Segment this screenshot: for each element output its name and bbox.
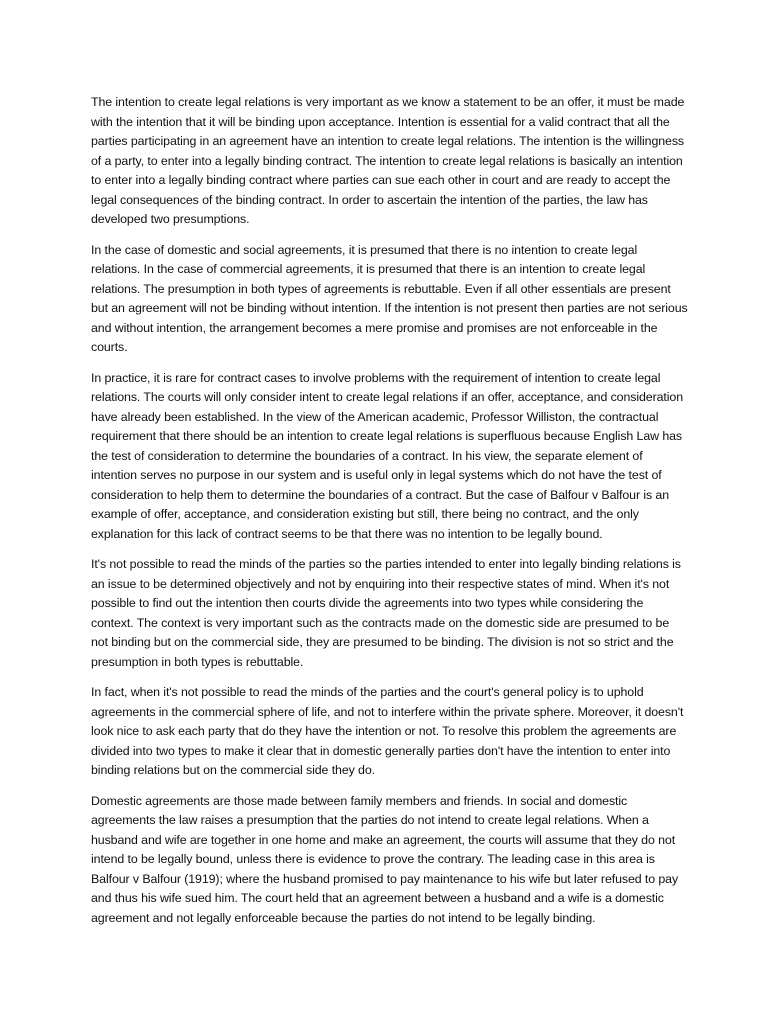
paragraph-court-policy: In fact, when it's not possible to read the minds of the parties and the court's general policy is to uphold agreements in the commercial sphere of life, and not to interfere within the private sphere. Moreover, it doesn't look nice to ask each party that do they have the intention or not. To resolve this problem the agreements are divided into two types to make it clear that in domestic generally parties don't have the intention to enter into binding relations but on the commercial side they do. xyxy=(91,685,684,777)
paragraph-objective-test: It's not possible to read the minds of the parties so the parties intended to enter into legally binding relations is an issue to be determined objectively and not by enquiring into their respective states of mind. When it's not possible to find out the intention then courts divide the agreements into two types while considering the context. The context is very important such as the contracts made on the domestic side are presumed to be not binding but on the commercial side, they are presumed to be binding. The division is not so strict and the presumption in both types is rebuttable. xyxy=(91,557,681,669)
document-body xyxy=(91,93,689,939)
paragraph-domestic-agreements: Domestic agreements are those made between family members and friends. In social and domestic agreements the law raises a presumption that the parties do not intend to create legal relations. When a husband and wife are together in one home and make an agreement, the courts will assume that they do not intend to be legally bound, unless there is evidence to prove the contrary. The leading case in this area is Balfour v Balfour (1919); where the husband promised to pay maintenance to his wife but later refused to pay and thus his wife sued him. The court held that an agreement between a husband and a wife is a domestic agreement and not legally enforceable because the parties do not intend to be legally binding. xyxy=(91,793,679,925)
paragraph-presumptions: In the case of domestic and social agreements, it is presumed that there is no intention to create legal relations. In the case of commercial agreements, it is presumed that there is an intention to create legal relations. The presumption in both types of agreements is rebuttable. Even if all other essentials are present but an agreement will not be binding without intention. If the intention is not present then parties are not serious and without intention, the arrangement becomes a mere promise and promises are not enforceable in the courts. xyxy=(91,242,688,354)
paragraph-williston-view: In practice, it is rare for contract cases to involve problems with the requirement of intention to create legal relations. The courts will only consider intent to create legal relations if an offer, acceptance, and consideration have already been established. In the view of the American academic, Professor Williston, the contractual requirement that there should be an intention to create legal relations is superfluous because English Law has the test of consideration to determine the boundaries of a contract. In his view, the separate element of intention serves no purpose in our system and is useful only in legal systems which do not have the test of consideration to help them to determine the boundaries of a contract. But the case of Balfour v Balfour is an example of offer, acceptance, and consideration existing but still, there being no contract, and the only explanation for this lack of contract seems to be that there was no intention to be legally bound. xyxy=(91,370,683,541)
paragraph-intention-overview: The intention to create legal relations is very important as we know a statement to be an offer, it must be made with the intention that it will be binding upon acceptance. Intention is essential for a valid contract that all the parties participating in an agreement have an intention to create legal relations. The intention is the willingness of a party, to enter into a legally binding contract. The intention to create legal relations is basically an intention to enter into a legally binding contract where parties can sue each other in court and are ready to accept the legal consequences of the binding contract. In order to ascertain the intention of the parties, the law has developed two presumptions. xyxy=(91,95,685,226)
